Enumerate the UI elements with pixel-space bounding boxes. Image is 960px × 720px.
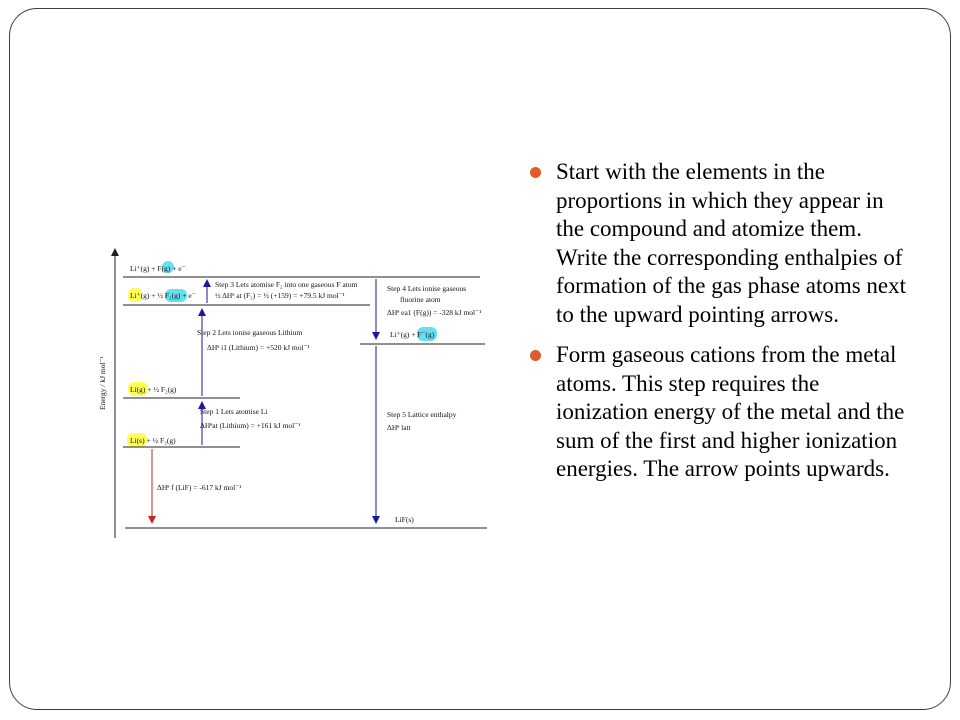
step3-value: ½ ΔHᶿ at (F₂) = ½ (+159) = +79.5 kJ mol⁻¹: [215, 291, 345, 300]
born-haber-diagram: [95, 240, 490, 540]
energy-axis-label: Energy / kJ mol⁻¹: [98, 356, 107, 410]
bullet-item: [530, 158, 915, 329]
level-li-solid-label: Li(s) + ½ F₂(g): [130, 436, 176, 445]
step5-title: Step 5 Lattice enthalpy: [387, 410, 457, 419]
bullet-dot-icon: [530, 167, 541, 178]
bullet-text: Form gaseous cations from the metal atoms. This step requires the ionization energy of the metal and the sum of the first and higher ionization energies. The arrow points upwards.: [556, 342, 905, 481]
step1-value: ΔHᶿat (Lithium) = +161 kJ mol⁻¹: [200, 421, 301, 430]
step3-title: Step 3 Lets atomise F₂ into one gaseous F atom: [215, 280, 358, 289]
bullet-dot-icon: [530, 350, 541, 361]
step1-title: Step 1 Lets atomise Li: [200, 407, 268, 416]
level-top-label: Li⁺(g) + F(g) + e⁻: [130, 264, 186, 273]
bullet-item: [530, 341, 915, 484]
level-li-f-ions-label: Li⁺(g) + F⁻(g): [390, 330, 435, 339]
step2-value: ΔHᶿ i1 (Lithium) = +520 kJ mol⁻¹: [207, 343, 310, 352]
bullet-list: [530, 158, 915, 496]
step4-title2: fluorine atom: [400, 295, 441, 304]
step2-title: Step 2 Lets ionise gaseous Lithium: [197, 328, 303, 337]
bullet-text: Start with the elements in the proportions in which they appear in the compound and atomize them. Write the corresponding enthalpies of formation of the gas phase atoms next to the upward pointing arrows.: [556, 159, 907, 327]
level-lif-label: LiF(s): [395, 515, 414, 524]
level-li-gas-label: Li(g) + ½ F₂(g): [130, 385, 177, 394]
formation-label: ΔHᶿ f (LiF) = -617 kJ mol⁻¹: [157, 483, 242, 492]
step4-value: ΔHᶿ ea1 (F(g)) = -328 kJ mol⁻¹: [387, 308, 482, 317]
step4-title: Step 4 Lets ionise gaseous: [387, 284, 467, 293]
level-step3-label: Li⁺(g) + ½ F₂(g) + e⁻: [130, 291, 196, 300]
step5-value: ΔHᶿ latt: [387, 423, 411, 432]
